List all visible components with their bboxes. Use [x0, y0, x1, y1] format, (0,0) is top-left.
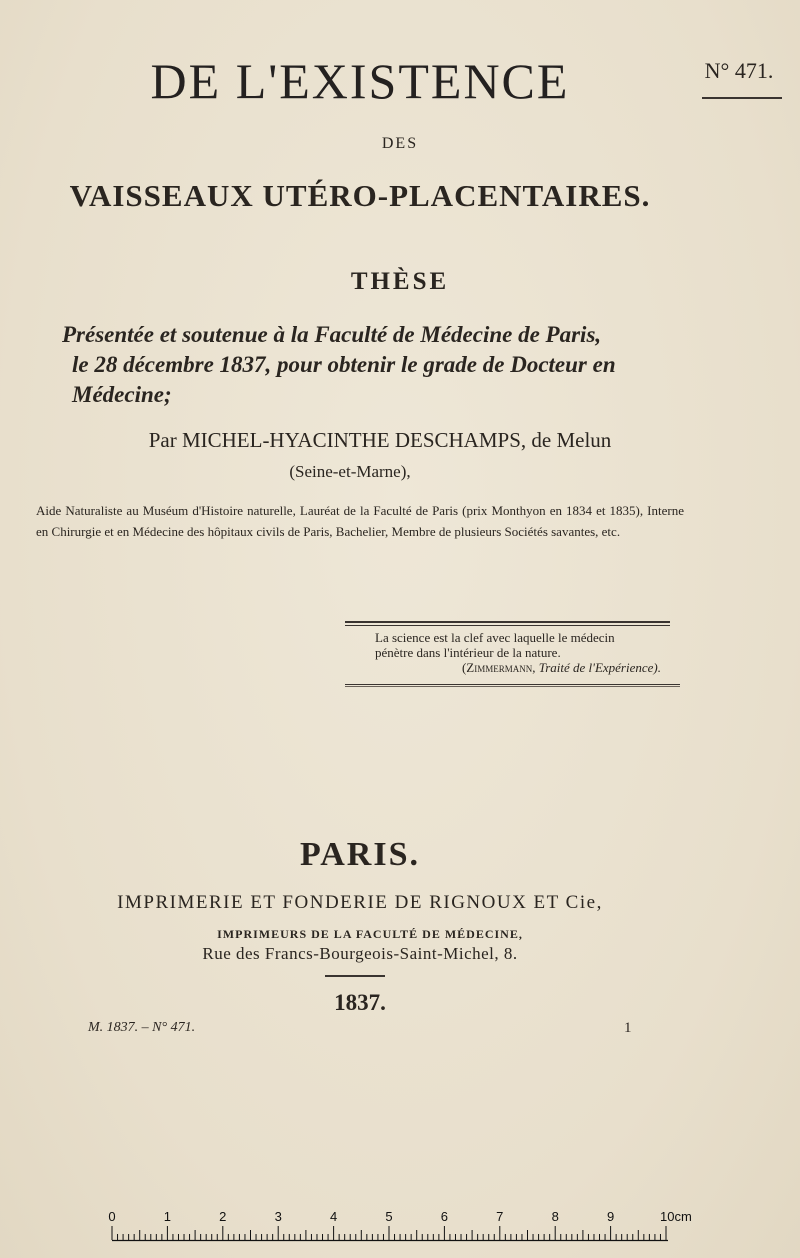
- title-connector: DES: [381, 135, 419, 152]
- author-line: Par MICHEL-HYACINTHE DESCHAMPS, de Melun: [148, 428, 612, 452]
- ruler-label: 3: [274, 1209, 282, 1224]
- thesis-number: N° 471.: [704, 58, 774, 83]
- ruler-label: 7: [496, 1209, 504, 1224]
- signature-number: 1: [624, 1020, 632, 1036]
- imprint-city: PARIS.: [300, 836, 420, 873]
- number-underline: [702, 97, 782, 99]
- imprint-printer-role: IMPRIMEURS DE LA FACULTÉ DE MÉDECINE,: [217, 927, 523, 941]
- author-department: (Seine-et-Marne),: [289, 462, 411, 481]
- imprint-address: Rue des Francs-Bourgeois-Saint-Michel, 8.: [202, 944, 518, 963]
- thesis-title: DE L'EXISTENCE: [150, 53, 570, 109]
- presentation-statement: [62, 320, 702, 410]
- epigraph: [375, 630, 675, 675]
- imprint-year: 1837.: [334, 990, 386, 1015]
- imprint-rule: [325, 975, 385, 977]
- ruler-label: 9: [606, 1209, 615, 1224]
- ruler-graphic: [108, 1208, 692, 1242]
- epigraph-attribution: [375, 660, 675, 675]
- presentation-line-3: Médecine;: [72, 382, 172, 407]
- epigraph-top-rule-thin: [345, 625, 670, 626]
- ruler-label: 0: [108, 1209, 116, 1224]
- epigraph-line-1: La science est la clef avec laquelle le médecin: [375, 630, 615, 645]
- ruler-label: 1: [163, 1209, 172, 1224]
- epigraph-line-2: pénètre dans l'intérieur de la nature.: [375, 645, 561, 660]
- epigraph-work: Traité de l'Expérience).: [538, 660, 661, 675]
- ruler-label: 10cm: [660, 1209, 692, 1224]
- epigraph-top-rule: [345, 621, 670, 623]
- author-credentials: Aide Naturaliste au Muséum d'Histoire naturelle, Lauréat de la Faculté de Paris (prix Monthyon en 1834 et 1835), Interne en Chirurgie et en Médecine des hôpitaux civils de Paris, Bachelier, Membre de plusieurs Sociétés savantes, etc.: [36, 503, 684, 539]
- ruler-label: 8: [551, 1209, 559, 1224]
- ruler-label: 5: [385, 1209, 393, 1224]
- epigraph-bottom-rule-thin: [345, 686, 680, 687]
- epigraph-bottom-rule: [345, 684, 680, 685]
- signature-mark: M. 1837. – N° 471.: [88, 1020, 196, 1035]
- thesis-label: THÈSE: [350, 268, 450, 295]
- scale-ruler: [108, 1208, 692, 1242]
- epigraph-author: (Zimmermann,: [461, 660, 536, 675]
- presentation-line-2: le 28 décembre 1837, pour obtenir le grade de Docteur en: [72, 352, 616, 377]
- imprint-printer: IMPRIMERIE ET FONDERIE DE RIGNOUX ET Cie,: [117, 892, 603, 913]
- thesis-subtitle: VAISSEAUX UTÉRO-PLACENTAIRES.: [69, 178, 651, 213]
- ruler-label: 2: [219, 1209, 227, 1224]
- ruler-label: 4: [329, 1209, 338, 1224]
- ruler-label: 6: [440, 1209, 449, 1224]
- presentation-line-1: Présentée et soutenue à la Faculté de Médecine de Paris,: [62, 322, 602, 347]
